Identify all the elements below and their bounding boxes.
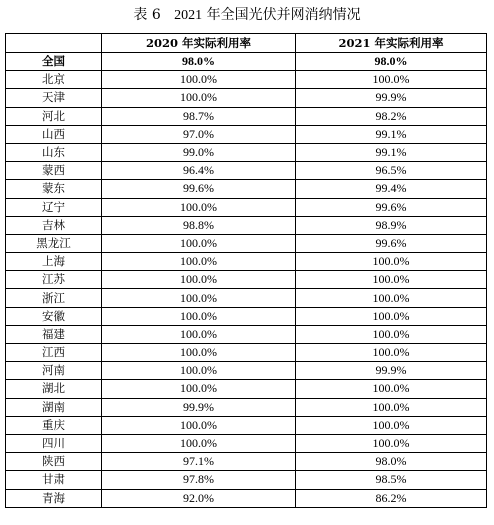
rate-2020-cell: 97.8%: [102, 471, 296, 489]
table-row: [6, 307, 487, 325]
region-cell: 天津: [6, 89, 102, 107]
region-cell: 四川: [6, 434, 102, 452]
rate-2021-cell: 100.0%: [296, 380, 487, 398]
rate-2020-cell: 96.4%: [102, 162, 296, 180]
rate-2020-cell: 100.0%: [102, 380, 296, 398]
rate-2020-cell: 100.0%: [102, 325, 296, 343]
rate-2020-cell: 92.0%: [102, 489, 296, 507]
region-cell: 江苏: [6, 271, 102, 289]
rate-2021-cell: 99.9%: [296, 89, 487, 107]
region-cell: 福建: [6, 325, 102, 343]
table-row: [6, 253, 487, 271]
table-row: [6, 271, 487, 289]
rate-2020-cell: 100.0%: [102, 344, 296, 362]
rate-2020-cell: 99.0%: [102, 143, 296, 161]
rate-2021-cell: 100.0%: [296, 307, 487, 325]
rate-2021-cell: 98.5%: [296, 471, 487, 489]
table-caption: [0, 5, 494, 26]
region-cell: 浙江: [6, 289, 102, 307]
table-row: [6, 362, 487, 380]
table-row-total: [6, 53, 487, 71]
rate-2020-cell: 100.0%: [102, 198, 296, 216]
rate-2020-cell: 100.0%: [102, 434, 296, 452]
region-cell: 上海: [6, 253, 102, 271]
rate-2020-cell: 100.0%: [102, 307, 296, 325]
rate-2021-cell: 100.0%: [296, 71, 487, 89]
table-header-row: [6, 34, 487, 53]
table-row: [6, 89, 487, 107]
table-row: [6, 234, 487, 252]
table-row: [6, 162, 487, 180]
rate-2021-cell: 100.0%: [296, 398, 487, 416]
rate-2020-cell: 100.0%: [102, 234, 296, 252]
region-cell: 甘肃: [6, 471, 102, 489]
header-region: [6, 34, 102, 53]
header-2020-rate: 2020 年实际利用率: [102, 34, 296, 53]
region-cell: 河南: [6, 362, 102, 380]
table-row: [6, 416, 487, 434]
rate-2021-cell: 99.4%: [296, 180, 487, 198]
table-row: [6, 71, 487, 89]
rate-2021-cell: 100.0%: [296, 325, 487, 343]
rate-2021-cell: 99.6%: [296, 234, 487, 252]
caption-prefix: 表 6: [133, 7, 161, 23]
region-cell: 青海: [6, 489, 102, 507]
rate-2020-cell: 100.0%: [102, 71, 296, 89]
region-cell: 湖北: [6, 380, 102, 398]
table-row: [6, 143, 487, 161]
region-cell: 北京: [6, 71, 102, 89]
rate-2021-cell: 100.0%: [296, 434, 487, 452]
table-row: [6, 125, 487, 143]
caption-year: 2021: [174, 8, 203, 23]
rate-2021-cell: 100.0%: [296, 289, 487, 307]
rate-2020-cell: 100.0%: [102, 289, 296, 307]
rate-2020-cell: 97.1%: [102, 453, 296, 471]
region-cell: 辽宁: [6, 198, 102, 216]
rate-2020-cell: 99.6%: [102, 180, 296, 198]
table-row: [6, 471, 487, 489]
caption-title: 年全国光伏并网消纳情况: [206, 7, 361, 23]
rate-2021-cell: 98.0%: [296, 453, 487, 471]
table-row: [6, 434, 487, 452]
table-row: [6, 453, 487, 471]
region-cell: 吉林: [6, 216, 102, 234]
rate-2021-cell: 99.1%: [296, 143, 487, 161]
region-cell: 河北: [6, 107, 102, 125]
table-row: [6, 216, 487, 234]
table-row: [6, 380, 487, 398]
rate-2020-cell: 99.9%: [102, 398, 296, 416]
region-cell: 安徽: [6, 307, 102, 325]
rate-2020-cell: 100.0%: [102, 362, 296, 380]
rate-2021-cell: 100.0%: [296, 271, 487, 289]
pv-grid-utilization-table: [5, 33, 487, 508]
rate-2021-cell: 86.2%: [296, 489, 487, 507]
table-row: [6, 344, 487, 362]
rate-2020-cell: 98.7%: [102, 107, 296, 125]
rate-2021-cell: 98.9%: [296, 216, 487, 234]
table-row: [6, 325, 487, 343]
region-cell: 陕西: [6, 453, 102, 471]
region-cell: 黑龙江: [6, 234, 102, 252]
rate-2020-cell: 100.0%: [102, 416, 296, 434]
table-row: [6, 489, 487, 507]
rate-2020-cell: 100.0%: [102, 253, 296, 271]
rate-2021-cell: 100.0%: [296, 253, 487, 271]
rate-2021-cell: 100.0%: [296, 416, 487, 434]
rate-2020-cell: 98.8%: [102, 216, 296, 234]
region-cell: 山西: [6, 125, 102, 143]
rate-2020-cell: 100.0%: [102, 271, 296, 289]
rate-2020-cell: 97.0%: [102, 125, 296, 143]
rate-2021-cell: 98.0%: [296, 53, 487, 71]
region-cell: 山东: [6, 143, 102, 161]
region-cell: 重庆: [6, 416, 102, 434]
table-row: [6, 198, 487, 216]
region-cell: 湖南: [6, 398, 102, 416]
header-2021-rate: 2021 年实际利用率: [296, 34, 487, 53]
rate-2021-cell: 98.2%: [296, 107, 487, 125]
region-cell: 蒙西: [6, 162, 102, 180]
region-cell: 全国: [6, 53, 102, 71]
rate-2021-cell: 99.1%: [296, 125, 487, 143]
table-row: [6, 289, 487, 307]
rate-2021-cell: 99.6%: [296, 198, 487, 216]
rate-2020-cell: 100.0%: [102, 89, 296, 107]
rate-2021-cell: 100.0%: [296, 344, 487, 362]
region-cell: 蒙东: [6, 180, 102, 198]
rate-2021-cell: 99.9%: [296, 362, 487, 380]
region-cell: 江西: [6, 344, 102, 362]
table-row: [6, 398, 487, 416]
rate-2021-cell: 96.5%: [296, 162, 487, 180]
table-row: [6, 180, 487, 198]
table-row: [6, 107, 487, 125]
rate-2020-cell: 98.0%: [102, 53, 296, 71]
